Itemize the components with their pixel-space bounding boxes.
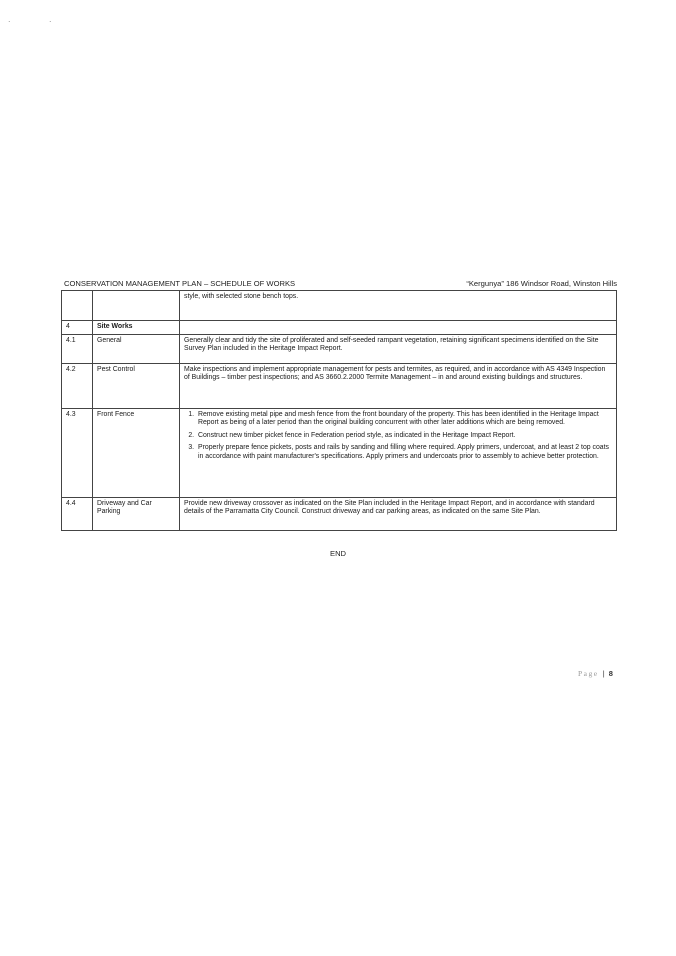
schedule-of-works-table [61, 290, 617, 531]
section-title: Site Works [93, 321, 180, 335]
cell-desc [180, 321, 617, 335]
page-footer [578, 669, 613, 678]
header-document-title: CONSERVATION MANAGEMENT PLAN – SCHEDULE OF WORKS [64, 279, 296, 288]
section-number: 4 [62, 321, 93, 335]
table-row [62, 408, 617, 497]
row-number: 4.3 [62, 408, 93, 497]
end-marker: END [330, 549, 347, 558]
page-word: Page [578, 669, 599, 678]
page-number: 8 [608, 669, 613, 678]
row-number: 4.2 [62, 363, 93, 408]
row-item: Driveway and Car Parking [93, 497, 180, 530]
page-separator: | [602, 669, 605, 678]
row-description: Provide new driveway crossover as indicated on the Site Plan included in the Heritage Impact Report, and in accordance with standard details of the Parramatta City Council. Construct driveway and car parking areas, as indicated on the same Site Plan. [180, 497, 617, 530]
table-row [62, 497, 617, 530]
table-row [62, 363, 617, 408]
cell-num [62, 291, 93, 321]
cell-desc: style, with selected stone bench tops. [180, 291, 617, 321]
row-description: Make inspections and implement appropriate management for pests and termites, as required, and in accordance with AS 4349 Inspection of Buildings – timber pest inspections; and AS 3660.2.2000 Termite Management – in and around existing buildings and structures. [180, 363, 617, 408]
row-item: Pest Control [93, 363, 180, 408]
table-row-continuation [62, 291, 617, 321]
row-number: 4.1 [62, 334, 93, 363]
row-number: 4.4 [62, 497, 93, 530]
list-item: 2. Construct new timber picket fence in Federation period style, as indicated in the Heritage Impact Report. [196, 432, 612, 441]
row-item: General [93, 334, 180, 363]
page-header [64, 279, 617, 288]
list-item: 3. Properly prepare fence pickets, posts and rails by sanding and filling where required. Apply primers, undercoat, and at least 2 top coats in accordance with paint manufacturer's specifications. Apply primers and undercoats prior to assembly to achieve better protection. [196, 444, 612, 461]
row-description: Generally clear and tidy the site of proliferated and self-seeded rampant vegetation, retaining significant specimens identified on the Site Survey Plan included in the Heritage Impact Report. [180, 334, 617, 363]
row-item: Front Fence [93, 408, 180, 497]
cell-item [93, 291, 180, 321]
table-row-section [62, 321, 617, 335]
row-description [180, 408, 617, 497]
table-row [62, 334, 617, 363]
list-item: 1. Remove existing metal pipe and mesh fence from the front boundary of the property. This has been identified in the Heritage Impact Report as being of a later period than the original building concurrent with other later additions which are being removed. [196, 411, 612, 428]
header-property-name: “Kergunya” 186 Windsor Road, Winston Hills [466, 279, 617, 288]
numbered-list [184, 411, 612, 462]
scan-specks: . . [8, 14, 70, 24]
